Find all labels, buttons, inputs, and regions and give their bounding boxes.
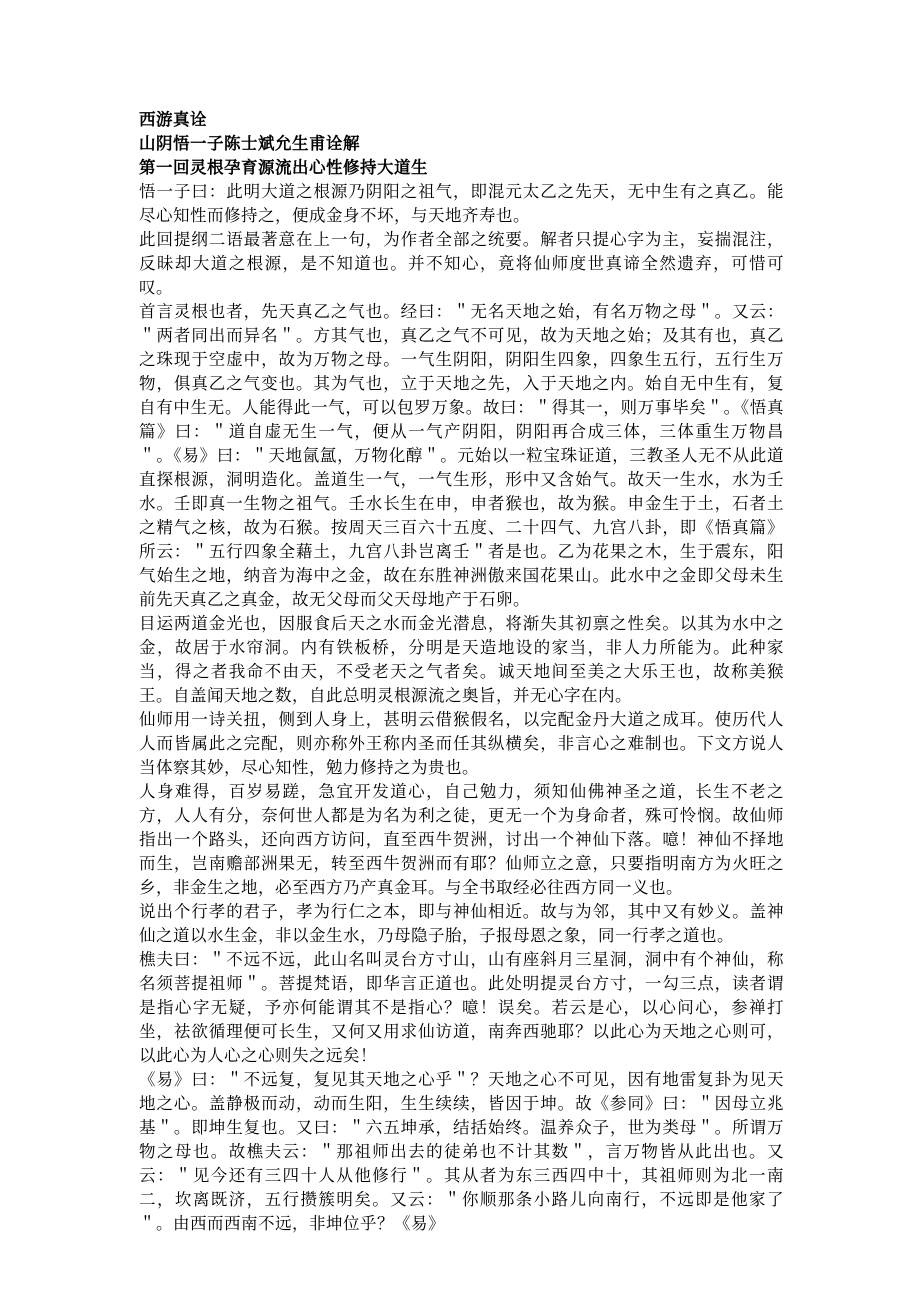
paragraph: 此回提纲二语最著意在上一句，为作者全部之统要。解者只提心字为主，妄揣混注，反昧却大道之根源，是不知道也。并不知心，竟将仙师度世真谛全然遗弃，可惜可叹。 <box>139 230 784 297</box>
paragraph: 樵夫曰：＂不远不远，此山名叫灵台方寸山，山有座斜月三星洞，洞中有个神仙，称名须菩提祖师＂。菩提梵语，即华言正道也。此处明提灵台方寸，一勾三点，读者谓是指心字无疑，予亦何能谓其不是指心？噫！误矣。若云是心，以心问心，参禅打坐，祛欲循理便可长生，又何又用求仙访道，南奔西驰耶？以此心为天地之心则可，以此心为人心之心则失之远矣！ <box>139 950 784 1065</box>
chapter-title: 第一回灵根孕育源流出心性修持大道生 <box>139 158 428 177</box>
paragraph: 人身难得，百岁易蹉，急宜开发道心，自己勉力，须知仙佛神圣之道，长生不老之方，人人有分，奈何世人都是为名为利之徒，更无一个为身命者，殊可怜悯。故仙师指出一个路头，还向西方访问，直至西牛贺洲，讨出一个神仙下落。噫！神仙不择地而生，岂南赡部洲果无，转至西牛贺洲而有耶？仙师立之意，只要指明南方为火旺之乡，非金生之地，必至西方乃产真金耳。与全书取经必往西方同一义也。 <box>139 782 784 897</box>
paragraph: 仙师用一诗关扭，侧到人身上，甚明云借猴假名，以完配金丹大道之成耳。使历代人人而皆属此之完配，则亦称外王称内圣而任其纵横矣，非言心之难制也。下文方说人当体察其妙，尽心知性，勉力修持之为贵也。 <box>139 710 784 777</box>
paragraph: 悟一子曰：此明大道之根源乃阴阳之祖气，即混元太乙之先天，无中生有之真乙。能尽心知性而修持之，便成金身不坏，与天地齐寿也。 <box>139 182 784 225</box>
paragraph: 目运两道金光也，因服食后天之水而金光潜息，将渐失其初禀之性矣。以其为水中之金，故居于水帘洞。内有铁板桥，分明是天造地设的家当，非人力所能为。此种家当，得之者我命不由天，不受老天之气者矣。诚天地间至美之大乐王也，故称美猴王。自盖闻天地之数，自此总明灵根源流之奥旨，并无心字在内。 <box>139 614 784 705</box>
paragraph: 说出个行孝的君子，孝为行仁之本，即与神仙相近。故与为邻，其中又有妙义。盖神仙之道以水生金，非以金生水，乃母隐子胎，子报母恩之象，同一行孝之道也。 <box>139 902 784 945</box>
author-line: 山阴悟一子陈士斌允生甫诠解 <box>139 134 360 153</box>
document-page <box>139 108 784 1236</box>
paragraph: 首言灵根也者，先天真乙之气也。经曰：＂无名天地之始，有名万物之母＂。又云：＂两者同出而异名＂。方其气也，真乙之气不可见，故为天地之始；及其有也，真乙之珠现于空虚中，故为万物之母。一气生阴阳，阴阳生四象，四象生五行，五行生万物，俱真乙之气变也。其为气也，立于天地之先，入于天地之内。始自无中生有，复自有中生无。人能得此一气，可以包罗万象。故曰：＂得其一，则万事毕矣＂。《悟真篇》曰：＂道自虚无生一气，便从一气产阴阳，阴阳再合成三体，三体重生万物昌＂。《易》曰：＂天地氤氲，万物化醇＂。元始以一粒宝珠证道，三教圣人无不从此道直探根源，洞明造化。盖道生一气，一气生形，形中又含始气。故天一生水，水为壬水。壬即真一生物之祖气。壬水长生在申，申者猴也，故为猴。申金生于土，石者土之精气之核，故为石猴。按周天三百六十五度、二十四气、九宫八卦，即《悟真篇》所云：＂五行四象全藉土，九宫八卦岂离壬＂者是也。乙为花果之木，生于震东，阳气始生之地，纳音为海中之金，故在东胜神洲傲来国花果山。此水中之金即父母未生前先天真乙之真金，故无父母而父天母地产于石卵。 <box>139 302 784 609</box>
document-title: 西游真诠 <box>139 110 207 129</box>
paragraph: 《易》曰：＂不远复，复见其天地之心乎＂？天地之心不可见，因有地雷复卦为见天地之心。盖静极而动，动而生阳，生生续续，皆因于坤。故《参同》曰：＂因母立兆基＂。即坤生复也。又曰：＂六五坤承，结括始终。温养众子，世为类母＂。所谓万物之母也。故樵夫云：＂那祖师出去的徒弟也不计其数＂，言万物皆从此出也。又云：＂见今还有三四十人从他修行＂。其从者为东三西四中十，其祖师则为北一南二，坎离既济，五行攒簇明矣。又云：＂你顺那条小路儿向南行，不远即是他家了＂。由西而西南不远，非坤位乎？《易》 <box>139 1070 784 1233</box>
